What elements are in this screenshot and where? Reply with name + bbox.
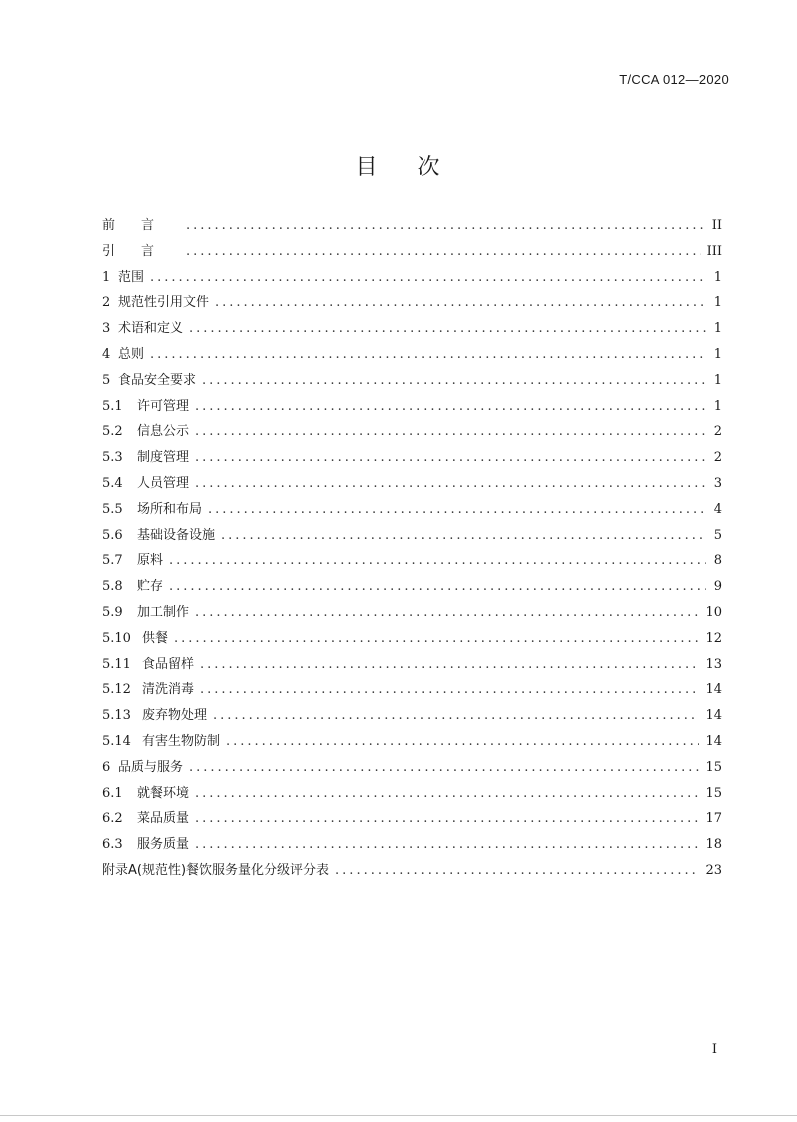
toc-entry-label: 菜品质量	[137, 811, 190, 827]
toc-entry-label: 许可管理	[137, 398, 190, 414]
toc-entry[interactable]	[102, 446, 722, 472]
toc-entry-label: 范围	[118, 269, 145, 285]
toc-entry-page: 10	[705, 604, 722, 620]
toc-entry-number: 6	[102, 759, 111, 775]
toc-entry[interactable]	[102, 575, 722, 601]
toc-entry-page: 15	[705, 785, 722, 801]
toc-entry-number: 1	[102, 269, 111, 285]
toc-leader-dots	[150, 270, 706, 285]
toc-entry-page: 1	[713, 269, 722, 285]
toc-entry[interactable]	[102, 704, 722, 730]
toc-leader-dots	[169, 553, 706, 568]
toc-entry-page: 23	[705, 862, 722, 878]
toc-entry-label: 食品安全要求	[118, 372, 197, 388]
toc-entry-number: 5.10	[102, 630, 131, 646]
toc-entry-number: 6.2	[102, 811, 123, 827]
toc-entry-page: 14	[705, 733, 722, 749]
toc-entry-label: 就餐环境	[137, 785, 190, 801]
toc-entry[interactable]	[102, 369, 722, 395]
toc-entry-label: 场所和布局	[137, 501, 203, 517]
toc-entry[interactable]	[102, 782, 722, 808]
toc-entry-page: 1	[713, 346, 722, 362]
toc-entry-label: 引言	[102, 243, 181, 259]
toc-entry-number: 5.9	[102, 604, 123, 620]
toc-entry-page: 18	[705, 837, 722, 853]
toc-leader-dots	[174, 631, 699, 646]
toc-leader-dots	[221, 528, 706, 543]
toc-entry[interactable]	[102, 807, 722, 833]
toc-entry[interactable]	[102, 317, 722, 343]
page-edge-line	[0, 1115, 797, 1116]
toc-entry-label: 清洗消毒	[142, 682, 195, 698]
toc-entry[interactable]	[102, 395, 722, 421]
toc-entry-label: 服务质量	[137, 837, 190, 853]
toc-leader-dots	[226, 734, 699, 749]
toc-entry[interactable]	[102, 524, 722, 550]
toc-entry-number: 3	[102, 321, 111, 337]
toc-entry[interactable]	[102, 833, 722, 859]
page-title	[0, 150, 797, 181]
toc-entry-label: 人员管理	[137, 475, 190, 491]
toc-entry[interactable]	[102, 343, 722, 369]
toc-entry-number: 5.1	[102, 398, 123, 414]
toc-entry-label: 有害生物防制	[142, 733, 221, 749]
toc-entry-label: 制度管理	[137, 450, 190, 466]
toc-entry-page: III	[706, 243, 722, 259]
toc-entry[interactable]	[102, 420, 722, 446]
toc-leader-dots	[195, 786, 699, 801]
toc-entry[interactable]	[102, 291, 722, 317]
toc-entry-label: 总则	[118, 346, 145, 362]
toc-entry-label: 规范性引用文件	[118, 295, 210, 311]
toc-entry-label: 贮存	[137, 579, 164, 595]
toc-entry-number: 2	[102, 295, 111, 311]
toc-entry-page: 3	[713, 475, 722, 491]
toc-leader-dots	[215, 295, 706, 310]
toc-leader-dots	[195, 811, 699, 826]
toc-entry-page: 9	[713, 579, 722, 595]
toc-entry-label: 食品留样	[142, 656, 195, 672]
toc-entry[interactable]	[102, 756, 722, 782]
toc-entry-page: 2	[713, 424, 722, 440]
toc-entry-page: 14	[705, 708, 722, 724]
toc-entry-number: 5.7	[102, 553, 123, 569]
toc-entry-label: 原料	[137, 553, 164, 569]
standard-code: T/CCA 012—2020	[619, 72, 729, 87]
toc-entry-label: 废弃物处理	[142, 708, 208, 724]
toc-entry-number: 5.8	[102, 579, 123, 595]
toc-leader-dots	[208, 502, 706, 517]
toc-entry[interactable]	[102, 653, 722, 679]
toc-entry-number: 5	[102, 372, 111, 388]
toc-entry[interactable]	[102, 214, 722, 240]
toc-entry-label: 信息公示	[137, 424, 190, 440]
toc-entry-label: 术语和定义	[118, 321, 184, 337]
toc-leader-dots	[200, 682, 699, 697]
toc-leader-dots	[195, 399, 706, 414]
toc-entry-page: 13	[705, 656, 722, 672]
toc-entry[interactable]	[102, 472, 722, 498]
toc-leader-dots	[195, 837, 699, 852]
toc-leader-dots	[195, 424, 706, 439]
title-char-2: 次	[417, 155, 442, 180]
toc-leader-dots	[213, 708, 699, 723]
toc-leader-dots	[186, 244, 701, 259]
toc-entry[interactable]	[102, 266, 722, 292]
toc-leader-dots	[202, 373, 706, 388]
toc-leader-dots	[195, 450, 706, 465]
toc-leader-dots	[195, 605, 699, 620]
toc-entry-number: 5.6	[102, 527, 123, 543]
toc-leader-dots	[189, 760, 699, 775]
toc-entry[interactable]	[102, 498, 722, 524]
toc-entry-number: 5.5	[102, 501, 123, 517]
toc-leader-dots	[335, 863, 699, 878]
toc-entry[interactable]	[102, 678, 722, 704]
page-number: I	[711, 1042, 717, 1057]
toc-entry[interactable]	[102, 859, 722, 885]
toc-entry[interactable]	[102, 240, 722, 266]
toc-entry-number: 5.2	[102, 424, 123, 440]
toc-entry-page: 1	[713, 398, 722, 414]
toc-entry-number: 5.12	[102, 682, 131, 698]
toc-entry-number: 5.11	[102, 656, 131, 672]
toc-entry-number: 5.13	[102, 708, 131, 724]
toc-entry-page: 1	[713, 372, 722, 388]
toc-entry-label: 加工制作	[137, 604, 190, 620]
toc-entry-number: 6.1	[102, 785, 123, 801]
toc-entry[interactable]	[102, 730, 722, 756]
toc-leader-dots	[200, 657, 699, 672]
toc-leader-dots	[189, 321, 706, 336]
toc-entry-page: 12	[705, 630, 722, 646]
toc-entry-page: II	[711, 218, 722, 233]
toc-entry-number: 5.3	[102, 450, 123, 466]
toc-entry-page: 15	[705, 759, 722, 775]
title-char-1: 目	[355, 155, 380, 180]
toc-entry-number: 5.14	[102, 733, 131, 749]
toc-entry-number: 6.3	[102, 837, 123, 853]
toc-entry-page: 4	[713, 501, 722, 517]
toc-entry-number: 5.4	[102, 475, 123, 491]
toc-entry-label: 品质与服务	[118, 759, 184, 775]
toc-leader-dots	[169, 579, 706, 594]
toc-entry-label: 供餐	[142, 630, 169, 646]
toc-entry[interactable]	[102, 627, 722, 653]
table-of-contents	[102, 214, 722, 885]
toc-entry-number: 4	[102, 346, 111, 362]
toc-entry-page: 2	[713, 450, 722, 466]
toc-entry-page: 1	[713, 295, 722, 311]
toc-leader-dots	[150, 347, 706, 362]
toc-entry-page: 17	[705, 811, 722, 827]
toc-entry[interactable]	[102, 549, 722, 575]
toc-entry-label: 前言	[102, 218, 181, 233]
toc-entry-page: 1	[713, 321, 722, 337]
toc-entry-label: 基础设备设施	[137, 527, 216, 543]
toc-entry-page: 14	[705, 682, 722, 698]
toc-entry-page: 5	[713, 527, 722, 543]
toc-leader-dots	[195, 476, 706, 491]
toc-entry[interactable]	[102, 601, 722, 627]
toc-leader-dots	[186, 218, 706, 233]
toc-entry-page: 8	[713, 553, 722, 569]
toc-entry-label: 附录A(规范性)餐饮服务量化分级评分表	[102, 862, 330, 878]
